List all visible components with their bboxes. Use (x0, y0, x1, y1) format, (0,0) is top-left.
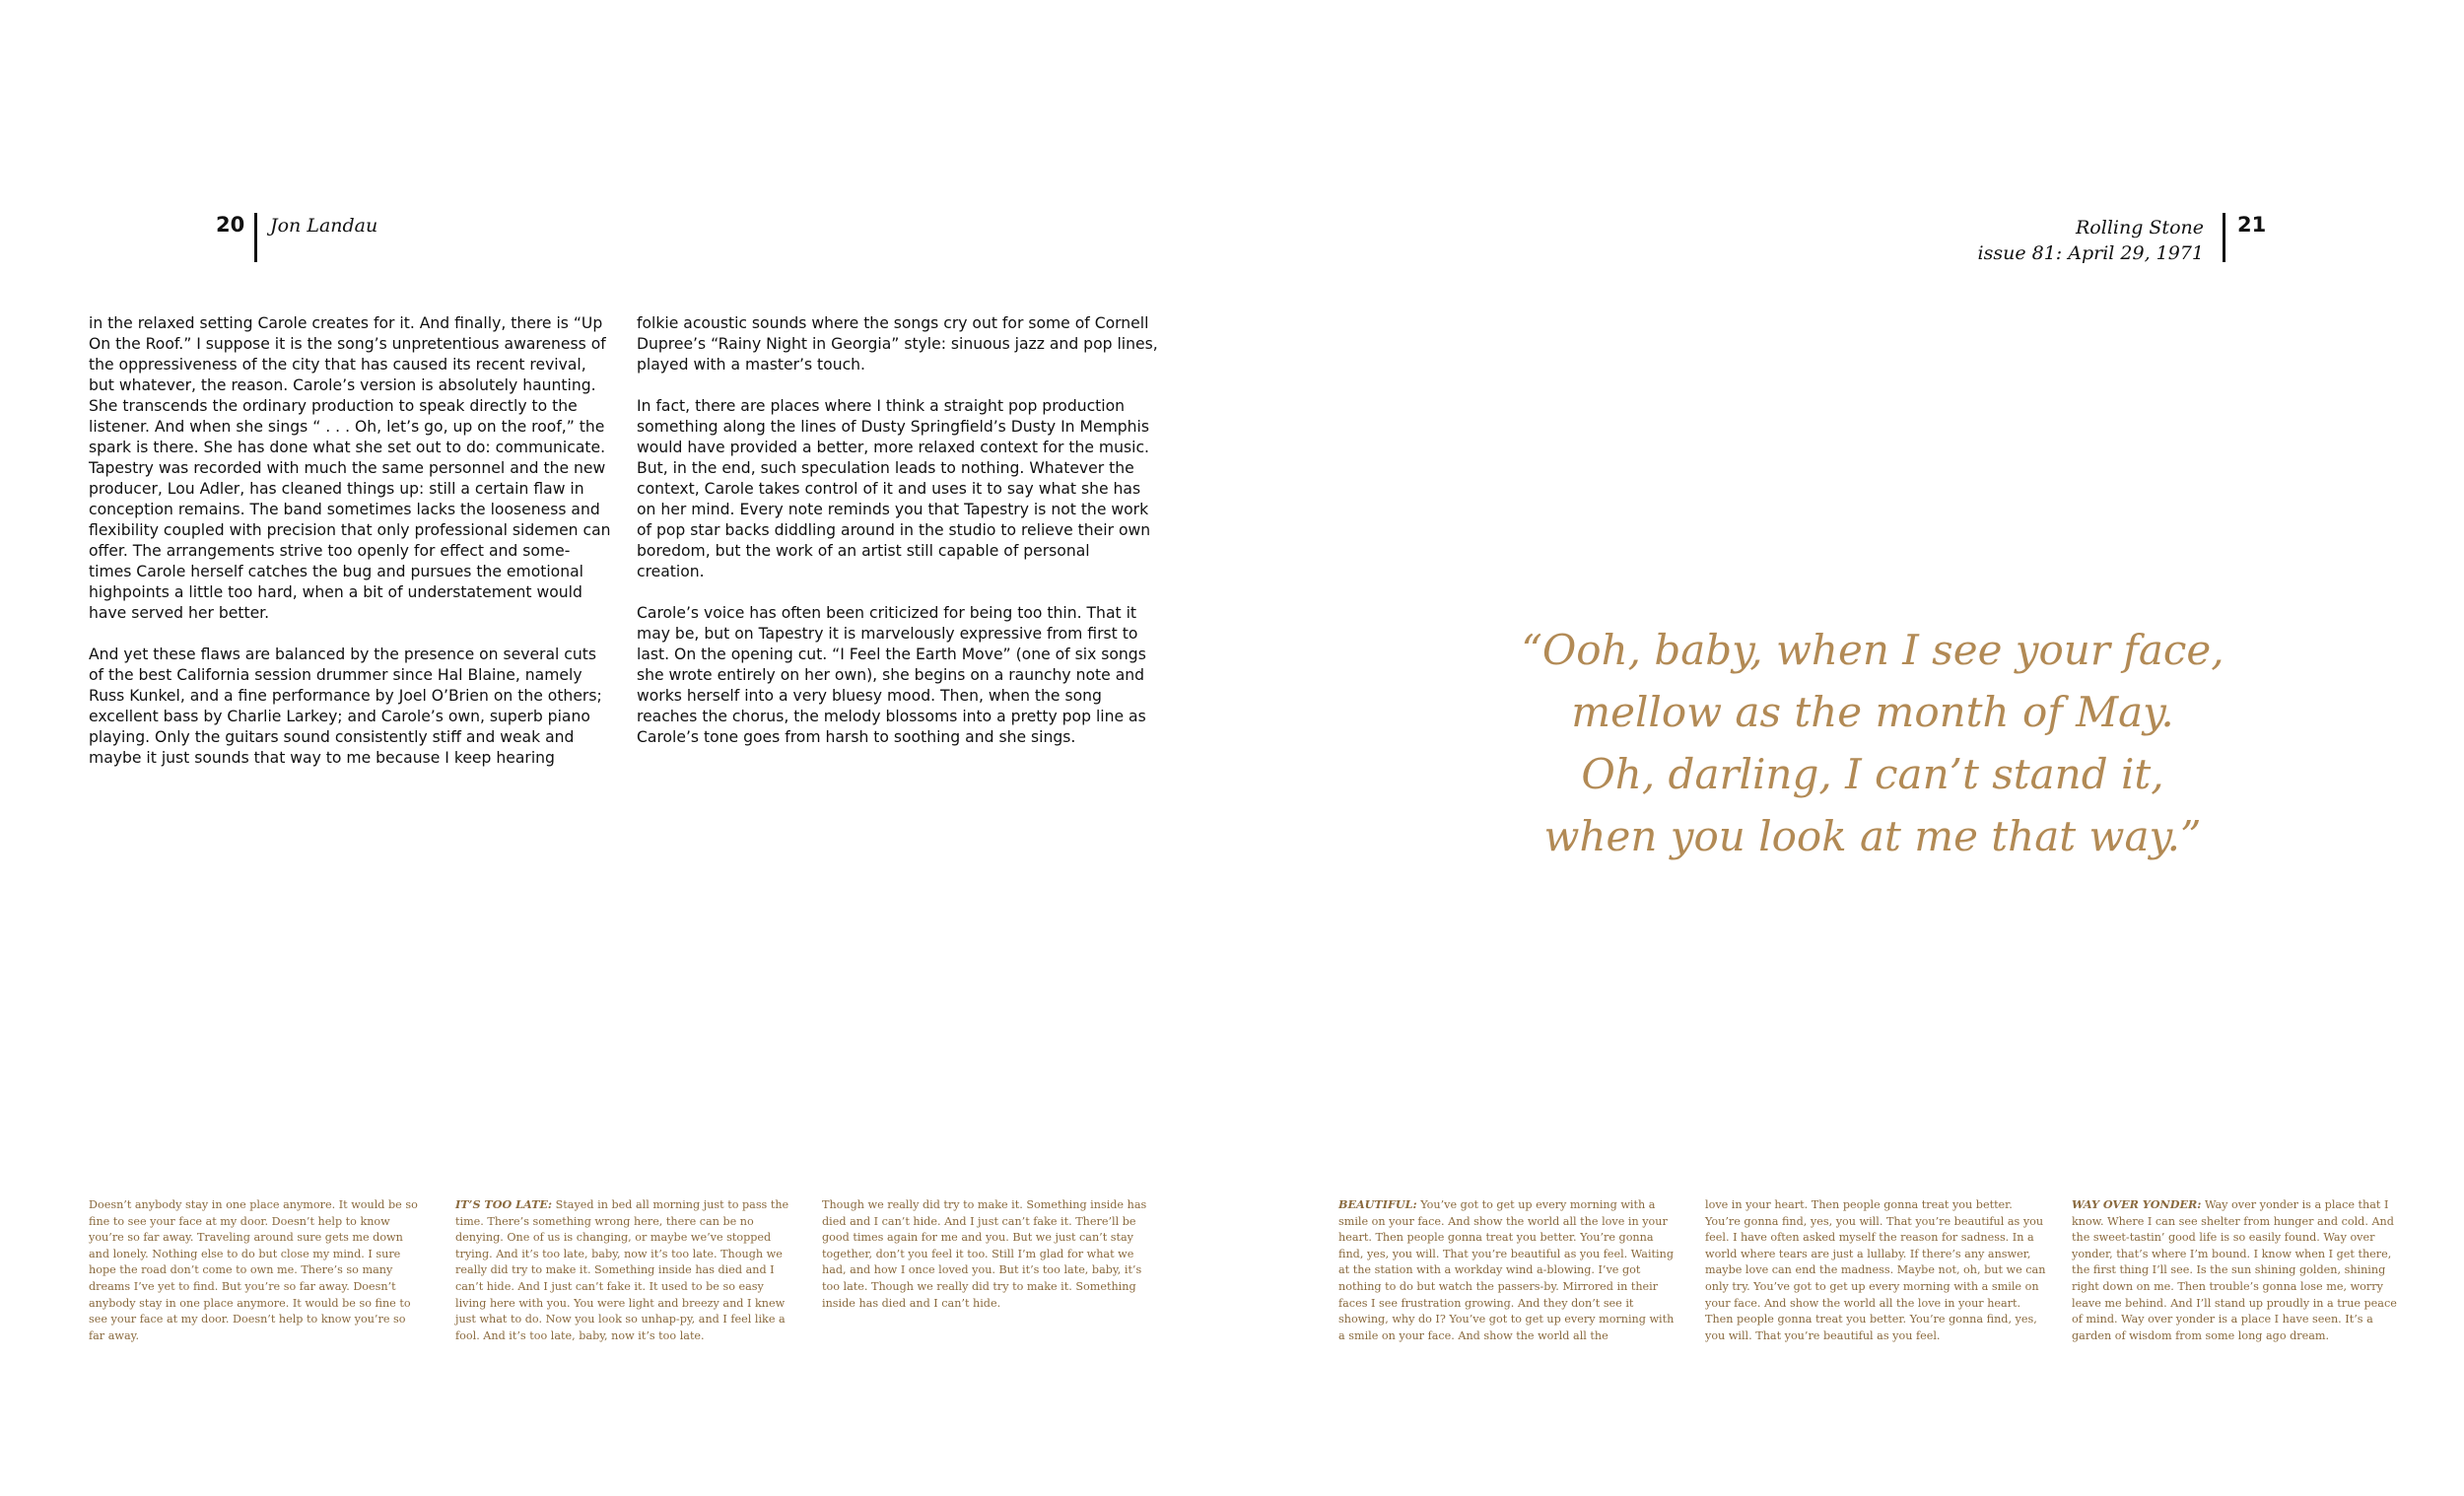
lyrics-text: Though we really did try to make it. Something inside has died and I can’t hide. And I just can’t fake it. There’ll be good times again for me and you. But we just can’t stay together, don’t you feel it too. Still I’m glad for what we had, and how I once loved you. But it’s too late, baby, it’s too late. Though we really did try to make it. Something inside has died and I can’t hide. (822, 1198, 1147, 1310)
pull-quote (1478, 619, 2267, 867)
article-paragraph: In fact, there are places where I think a straight pop production something along the lines of Dusty Springfield’s Dusty In Memphis would have provided a better, more relaxed context for the music. But, in the end, such speculation leads to nothing. Whatever the context, Carole takes control of it and uses it to say what she has on her mind. Every note reminds you that Tapestry is not the work of pop star backs diddling around in the studio to relieve their own boredom, but the work of an artist still capable of personal creation. (637, 397, 1151, 580)
issue-date: issue 81: April 29, 1971 (1977, 242, 2204, 264)
article-column-1 (89, 313, 611, 789)
lyrics-text: Doesn’t anybody stay in one place anymore. It would be so fine to see your face at my door. Doesn’t help to know you’re so far away. Traveling around sure gets me down and lonely. Nothing else to do but close my mind. I sure hope the road don’t come to own me. There’s so many dreams I’ve yet to find. But you’re so far away. Doesn’t anybody stay in one place anymore. It would be so fine to see your face at my door. Doesn’t help to know you’re so far away. (89, 1198, 418, 1342)
author-name: Jon Landau (270, 215, 378, 237)
publication-name: Rolling Stone (2076, 217, 2204, 238)
lyrics-title: IT’S TOO LATE: (455, 1197, 553, 1211)
pull-quote-line: Oh, darling, I can’t stand it, (1581, 750, 2164, 798)
lyrics-column-4 (1338, 1196, 1679, 1344)
lyrics-title: WAY OVER YONDER: (2072, 1197, 2202, 1211)
page-number-right: 21 (2237, 213, 2267, 237)
page-number-left: 20 (216, 213, 245, 237)
header-divider-right (2223, 213, 2225, 262)
pull-quote-line: “Ooh, baby, when I see your face, (1521, 626, 2224, 674)
lyrics-column-3 (822, 1196, 1155, 1312)
article-paragraph: And yet these flaws are balanced by the presence on several cuts of the best California session drummer since Hal Blaine, namely Russ Kunkel, and a fine performance by Joel O’Brien on the others; excellent bass by Charlie Larkey; and Carole’s own, superb piano playing. Only the guitars sound consistently stiff and weak and maybe it just sounds that way to me because I keep hearing (89, 646, 602, 767)
lyrics-text: Stayed in bed all morning just to pass the time. There’s something wrong here, there can be no denying. One of us is changing, or maybe we’ve stopped trying. And it’s too late, baby, now it’s too late. Though we really did try to make it. Something inside has died and I can’t hide. And I just can’t fake it. It used to be so easy living here with you. You were light and breezy and I knew just what to do. Now you look so unhap-py, and I feel like a fool. And it’s too late, baby, now it’s too late. (455, 1198, 789, 1342)
lyrics-title: BEAUTIFUL: (1338, 1197, 1417, 1211)
article-paragraph: in the relaxed setting Carole creates for it. And finally, there is “Up On the Roof.” I suppose it is the song’s unpretentious awareness of the oppressiveness of the city that has caused its recent revival, but whatever, the reason. Carole’s version is absolutely haunting. She transcends the ordinary production to speak directly to the listener. And when she sings “ . . . Oh, let’s go, up on the roof,” the spark is there. She has done what she set out to do: communicate. Tapestry was recorded with much the same personnel and the new producer, Lou Adler, has cleaned things up: still a certain flaw in conception remains. The band sometimes lacks the looseness and flexibility coupled with precision that only professional sidemen can offer. The arrangements strive too openly for effect and some-times Carole herself catches the bug and pursues the emotional highpoints a little too hard, when a bit of understatement would have served her better. (89, 314, 611, 622)
lyrics-column-2 (455, 1196, 792, 1344)
lyrics-text: love in your heart. Then people gonna treat you better. You’re gonna find, yes, you will. That you’re beautiful as you feel. I have often asked myself the reason for sadness. In a world where tears are just a lullaby. If there’s any answer, maybe love can end the madness. Maybe not, oh, but we can only try. You’ve got to get up every morning with a smile on your face. And show the world all the love in your heart. Then people gonna treat you better. You’re gonna find, yes, you will. That you’re beautiful as you feel. (1705, 1198, 2046, 1342)
article-column-2 (637, 313, 1159, 769)
article-paragraph: folkie acoustic sounds where the songs cry out for some of Cornell Dupree’s “Rainy Night in Georgia” style: sinuous jazz and pop lines, played with a master’s touch. (637, 314, 1158, 374)
lyrics-text: You’ve got to get up every morning with a smile on your face. And show the world all the love in your heart. Then people gonna treat you better. You’re gonna find, yes, you will. That you’re beautiful as you feel. Waiting at the station with a workday wind a-blowing. I’ve got nothing to do but watch the passers-by. Mirrored in their faces I see frustration growing. And they don’t see it showing, why do I? You’ve got to get up every morning with a smile on your face. And show the world all the (1338, 1198, 1675, 1342)
lyrics-column-5 (1705, 1196, 2046, 1344)
lyrics-column-1 (89, 1196, 420, 1344)
pull-quote-line: when you look at me that way.” (1543, 812, 2202, 860)
header-divider-left (254, 213, 257, 262)
lyrics-column-6 (2072, 1196, 2405, 1344)
pull-quote-line: mellow as the month of May. (1571, 688, 2174, 736)
article-paragraph: Carole’s voice has often been criticized for being too thin. That it may be, but on Tapestry it is marvelously expressive from first to last. On the opening cut. “I Feel the Earth Move” (one of six songs she wrote entirely on her own), she begins on a raunchy note and works herself into a very bluesy mood. Then, when the song reaches the chorus, the melody blossoms into a pretty pop line as Carole’s tone goes from harsh to soothing and she sings. (637, 604, 1146, 746)
lyrics-text: Way over yonder is a place that I know. Where I can see shelter from hunger and cold. And the sweet-tastin’ good life is so easily found. Way over yonder, that’s where I’m bound. I know when I get there, the first thing I’ll see. Is the sun shining golden, shining right down on me. Then trouble’s gonna lose me, worry leave me behind. And I’ll stand up proudly in a true peace of mind. Way over yonder is a place I have seen. It’s a garden of wisdom from some long ago dream. (2072, 1198, 2397, 1342)
